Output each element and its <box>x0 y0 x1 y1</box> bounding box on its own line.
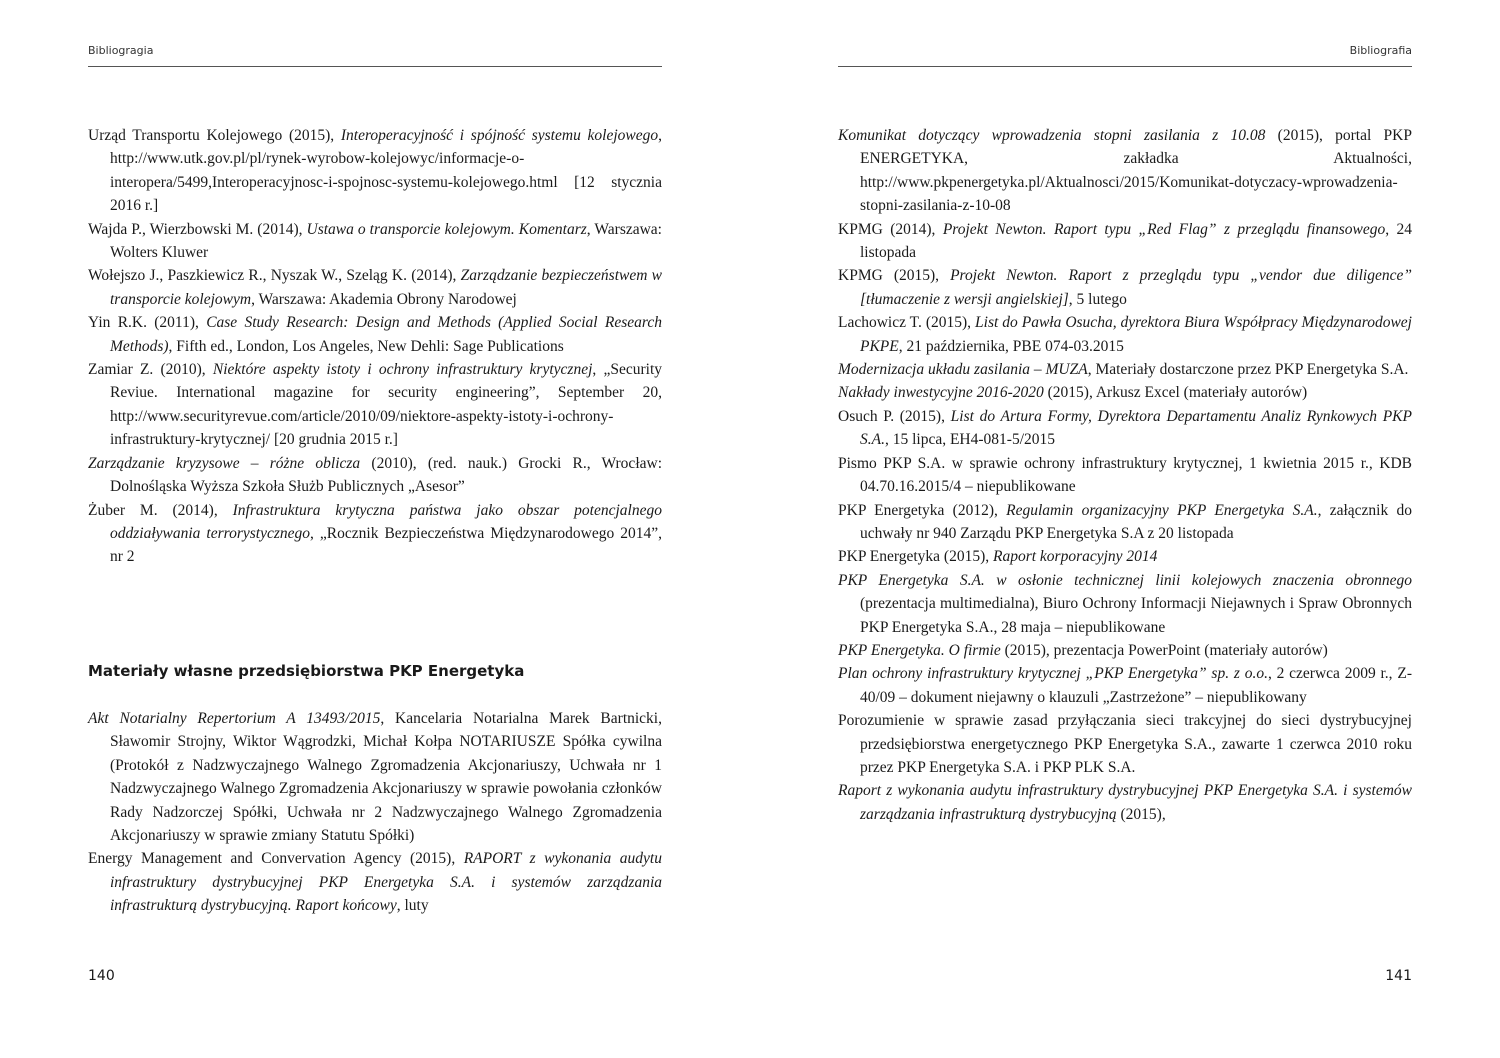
left-page <box>88 0 662 1058</box>
bibliography-list <box>88 707 662 918</box>
bibliography-entry: KPMG (2015), Projekt Newton. Raport z przeglądu typu „vendor due diligence” [tłumaczenie z wersji angielskiej], 5 lutego <box>838 267 1412 308</box>
bibliography-entry: Energy Management and Convervation Agency (2015), RAPORT z wykonania audytu infrastruktury dystrybucyjnej PKP Energetyka S.A. i systemów zarządzania infrastrukturą dystrybucyjną. Raport końcowy, luty <box>88 850 662 915</box>
right-page <box>838 0 1412 1058</box>
bibliography-entry: PKP Energetyka (2012), Regulamin organizacyjny PKP Energetyka S.A., załącznik do uchwały nr 940 Zarządu PKP Energetyka S.A z 20 listopada <box>838 501 1412 542</box>
bibliography-entry: Lachowicz T. (2015), List do Pawła Osucha, dyrektora Biura Współpracy Międzynarodowej PKPE, 21 października, PBE 074-03.2015 <box>838 314 1412 355</box>
bibliography-entry: Plan ochrony infrastruktury krytycznej „PKP Energetyka” sp. z o.o., 2 czerwca 2009 r., Z-40/09 – dokument niejawny o klauzuli „Zastrzeżone” – niepublikowany <box>838 665 1412 706</box>
running-header: Bibliogragia <box>88 44 662 67</box>
bibliography-entry: PKP Energetyka. O firmie (2015), prezentacja PowerPoint (materiały autorów) <box>838 641 1328 659</box>
bibliography-entry: Osuch P. (2015), List do Artura Formy, Dyrektora Departamentu Analiz Rynkowych PKP S.A., 15 lipca, EH4-081-5/2015 <box>838 407 1412 449</box>
bibliography-list <box>838 124 1412 826</box>
bibliography-entry: Nakłady inwestycyjne 2016-2020 (2015), Arkusz Excel (materiały autorów) <box>838 384 1308 402</box>
bibliography-entry: Żuber M. (2014), Infrastruktura krytyczna państwa jako obszar potencjalnego oddziaływania terrorystycznego, „Rocznik Bezpieczeństwa Międzynarodowego 2014”, nr 2 <box>88 501 663 566</box>
bibliography-entry: Pismo PKP S.A. w sprawie ochrony infrastruktury krytycznej, 1 kwietnia 2015 r., KDB 04.70.16.2015/4 – niepublikowane <box>838 454 1412 496</box>
page-number: 141 <box>1385 968 1412 984</box>
bibliography-entry: Zarządzanie kryzysowe – różne oblicza (2010), (red. nauk.) Grocki R., Wrocław: Dolnośląska Wyższa Szkoła Służb Publicznych „Asesor” <box>88 454 663 496</box>
bibliography-entry: PKP Energetyka S.A. w osłonie technicznej linii kolejowych znaczenia obronnego (prezentacja multimedialna), Biuro Ochrony Informacji Niejawnych i Spraw Obronnych PKP Energetyka S.A., 28 maja – niepublikowane <box>838 571 1412 636</box>
bibliography-list <box>88 124 662 569</box>
bibliography-entry: Wołejszo J., Paszkiewicz R., Nyszak W., Szeląg K. (2014), Zarządzanie bezpieczeństwem w transporcie kolejowym, Warszawa: Akademia Obrony Narodowej <box>88 267 662 308</box>
bibliography-entry: Zamiar Z. (2010), Niektóre aspekty istoty i ochrony infrastruktury krytycznej, „Security Reviue. International magazine for security engineering”, September 20, http://www.securityrevue.com/article/2010/09/niektore-aspekty-istoty-i-ochrony-infrastruktury-krytycznej/ [20 grudnia 2015 r.] <box>88 361 662 449</box>
bibliography-entry: Modernizacja układu zasilania – MUZA, Materiały dostarczone przez PKP Energetyka S.A. <box>838 361 1409 379</box>
bibliography-entry: Akt Notarialny Repertorium A 13493/2015, Kancelaria Notarialna Marek Bartnicki, Sławomir Strojny, Wiktor Wągrodzki, Michał Kołpa NOTARIUSZE Spółka cywilna (Protokół z Nadzwyczajnego Walnego Zgromadzenia Akcjonariuszy, Uchwała nr 1 Nadzwyczajnego Walnego Zgromadzenia Akcjonariuszy w sprawie powołania członków Rady Nadzorczej Spółki, Uchwała nr 2 Nadzwyczajnego Walnego Zgromadzenia Akcjonariuszy w sprawie zmiany Statutu Spółki) <box>88 710 662 845</box>
bibliography-entry: Wajda P., Wierzbowski M. (2014), Ustawa o transporcie kolejowym. Komentarz, Warszawa: Wolters Kluwer <box>88 220 662 262</box>
bibliography-entry: PKP Energetyka (2015), Raport korporacyjny 2014 <box>838 548 1158 566</box>
page-number: 140 <box>88 968 115 984</box>
running-header: Bibliografia <box>838 44 1412 67</box>
bibliography-entry: Raport z wykonania audytu infrastruktury dystrybucyjnej PKP Energetyka S.A. i systemów zarządzania infrastrukturą dystrybucyjną (2015), <box>838 782 1412 823</box>
bibliography-entry: Komunikat dotyczący wprowadzenia stopni zasilania z 10.08 (2015), portal PKP ENERGETYKA, zakładka Aktualności, http://www.pkpenergetyka.pl/Aktualnosci/2015/Komunikat-dotyczacy-wprowadzenia-stopni-zasilania-z-10-08 <box>838 127 1412 215</box>
bibliography-entry: Urząd Transportu Kolejowego (2015), Interoperacyjność i spójność systemu kolejowego, http://www.utk.gov.pl/pl/rynek-wyrobow-kolejowyc/informacje-o-interopera/5499,Interoperacyjnosc-i-spojnosc-systemu-kolejowego.html [12 stycznia 2016 r.] <box>88 127 662 215</box>
bibliography-entry: KPMG (2014), Projekt Newton. Raport typu „Red Flag” z przeglądu finansowego, 24 listopada <box>838 220 1412 262</box>
section-heading: Materiały własne przedsiębiorstwa PKP Energetyka <box>88 662 525 680</box>
bibliography-entry: Yin R.K. (2011), Case Study Research: Design and Methods (Applied Social Research Methods), Fifth ed., London, Los Angeles, New Dehli: Sage Publications <box>88 314 662 355</box>
bibliography-entry: Porozumienie w sprawie zasad przyłączania sieci trakcyjnej do sieci dystrybucyjnej przedsiębiorstwa energetycznego PKP Energetyka S.A., zawarte 1 czerwca 2010 roku przez PKP Energetyka S.A. i PKP PLK S.A. <box>838 712 1412 776</box>
